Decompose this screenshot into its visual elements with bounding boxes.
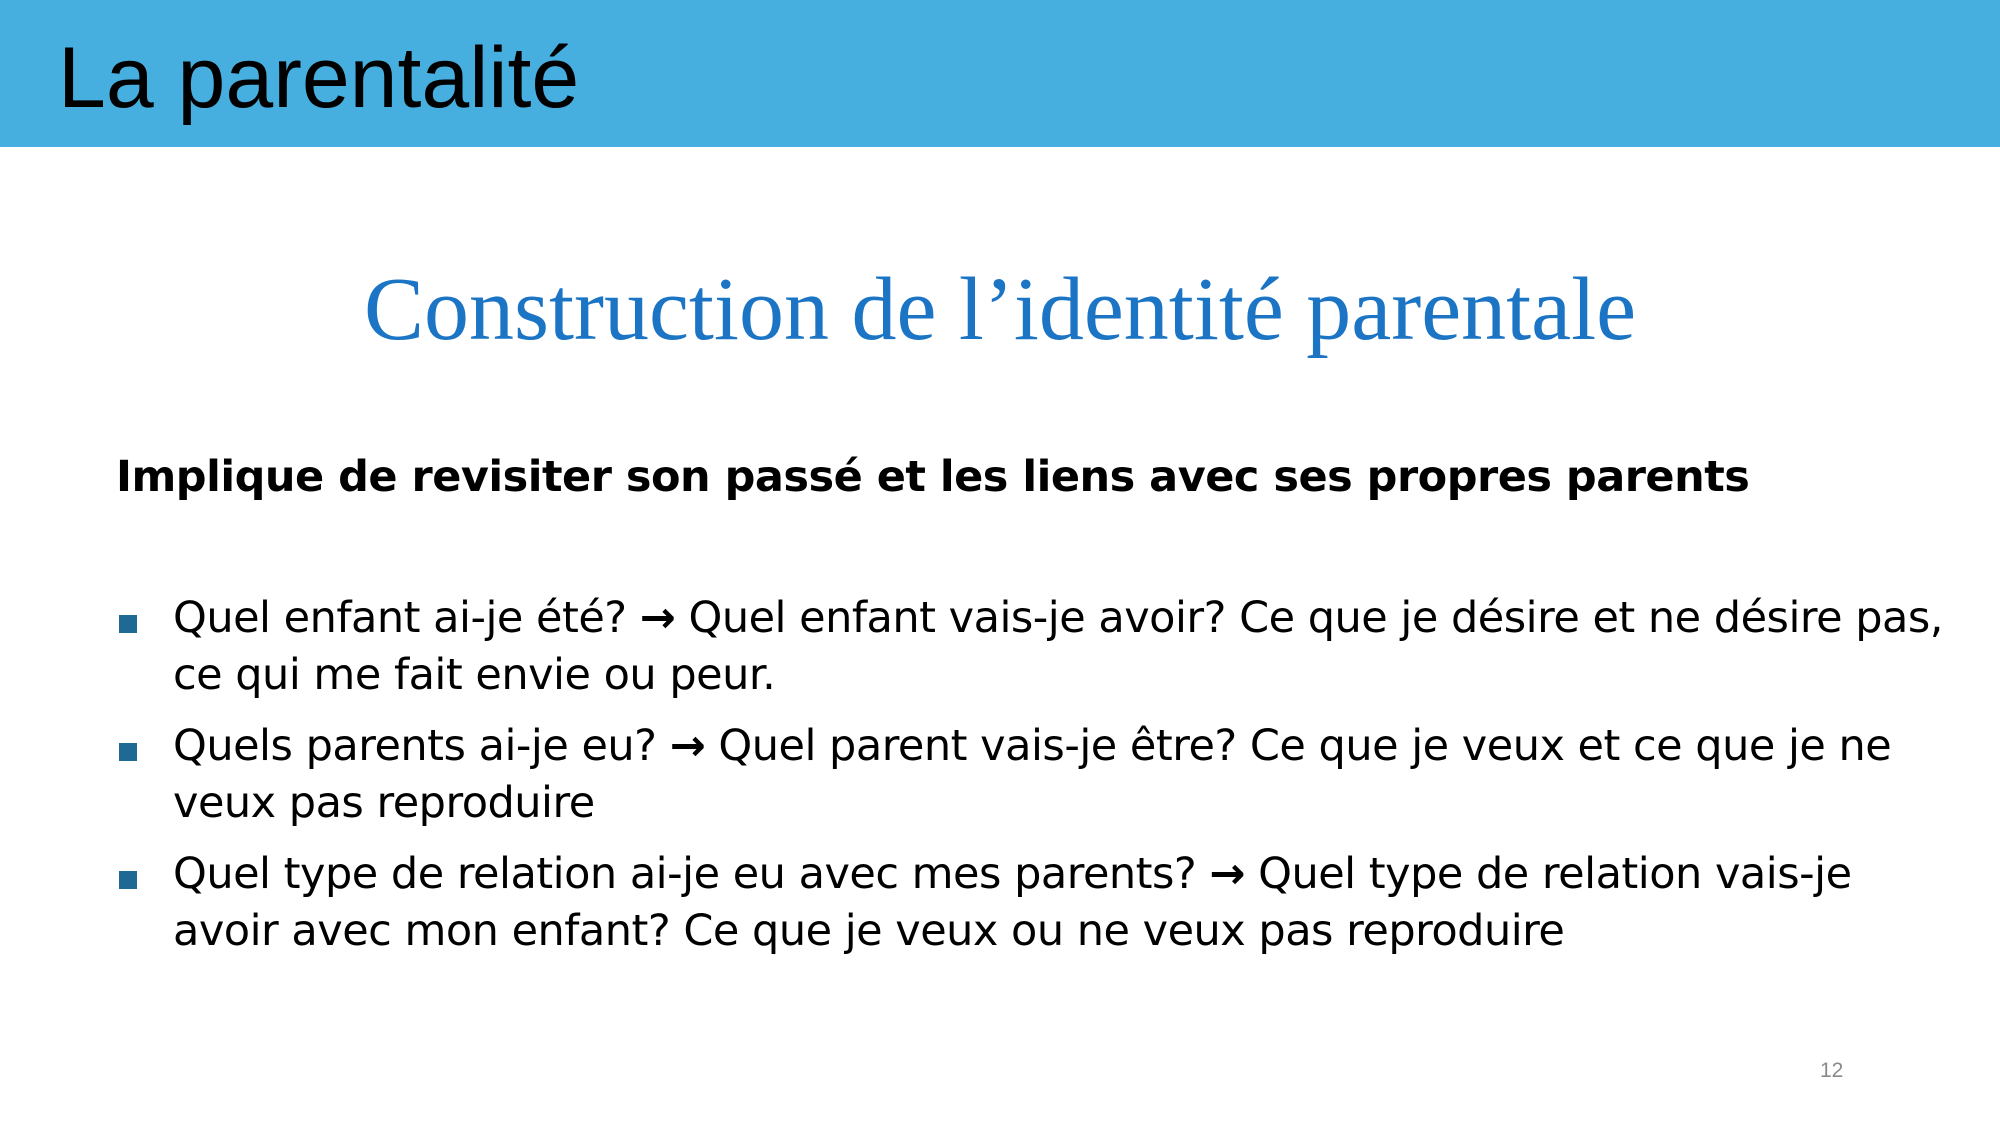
arrow-right-icon: →: [639, 593, 676, 643]
header-band: [0, 0, 2000, 147]
bullet-question: Quels parents ai-je eu?: [173, 721, 670, 771]
bullet-answer: Quel type de relation vais-je avoir avec mon enfant? Ce que je veux ou ne veux pas reproduire: [173, 849, 1852, 956]
bullet-question: Quel type de relation ai-je eu avec mes parents?: [173, 849, 1210, 899]
page-number: 12: [1820, 1059, 1844, 1082]
square-bullet-icon: [119, 871, 137, 889]
arrow-right-icon: →: [1209, 849, 1245, 899]
slide-header-title: La parentalité: [58, 30, 580, 126]
bullet-answer: Quel parent vais-je être? Ce que je veux et ce que je ne veux pas reproduire: [173, 721, 1892, 828]
bullet-list: [116, 590, 1946, 974]
arrow-right-icon: →: [669, 721, 706, 771]
lead-statement: Implique de revisiter son passé et les liens avec ses propres parents: [116, 452, 1750, 502]
square-bullet-icon: [119, 743, 137, 761]
bullet-question: Quel enfant ai-je été?: [173, 593, 640, 643]
bullet-item: [116, 590, 1946, 704]
square-bullet-icon: [119, 615, 137, 633]
bullet-answer: Quel enfant vais-je avoir? Ce que je désire et ne désire pas, ce qui me fait envie ou peur.: [173, 593, 1943, 700]
bullet-item: [116, 846, 1946, 960]
slide-subtitle: Construction de l’identité parentale: [363, 260, 1637, 359]
bullet-item: [116, 718, 1946, 832]
